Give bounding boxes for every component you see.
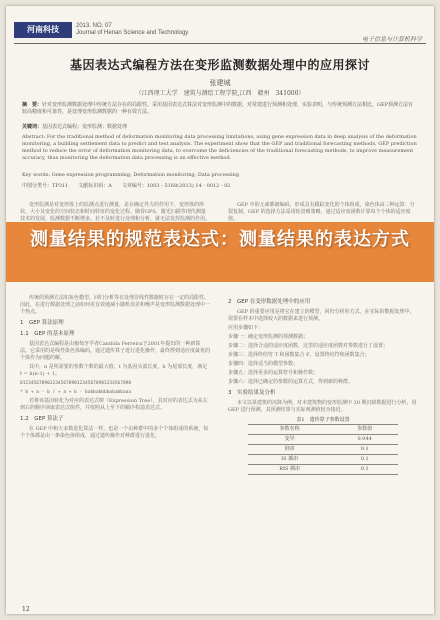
banner-text: 测量结果的规范表达式：测量结果的表达方式 <box>30 229 410 250</box>
paper-author: 张建城 <box>209 79 231 87</box>
table-header-cell: 参数值 <box>331 425 398 435</box>
paper-title: 基因表达式编程方法在变形监测数据处理中的应用探讨 <box>69 58 370 72</box>
keywords-cn-text: 基因表达式编程；变形监测；数据处理 <box>42 124 128 130</box>
body-paragraph-2: 其中，n 是所需要的参数个数的最大值，t 为基因头部长度，h 为尾部长度，满足 t = h(n-1) + 1。 <box>20 364 208 377</box>
section-3-heading: 3 实验结果及分析 <box>228 390 276 396</box>
parameter-table <box>248 417 398 475</box>
gene-sequence: * b + a - b / + a + b · babbabbbbababbaaa <box>20 390 132 395</box>
journal-name-en: Journal of Henan Science and Technology <box>76 30 189 36</box>
intro-paragraph-2: 传统的预测方法如灰色模型、回归分析等在处理非线性数据时存在一定的局限性。因此，在进行数据处理之前如何更有效地减小随机误差和噪声是变形监测数据处理中一个热点。 <box>20 295 211 315</box>
section-2-heading: 2 GEP 在变形数据处理中的应用 <box>228 299 311 305</box>
classification-line: 中图分类号：TP311 文献标识码：A 文章编号：1003 - 5168(2013) 14 - 0012 - 02 <box>22 183 231 189</box>
section-1-2-heading: 1.2 GEP 算法子 <box>20 416 64 422</box>
table-row <box>248 435 398 445</box>
table-cell: RIS 插串 <box>248 465 331 475</box>
table-cell: 0.1 <box>331 465 398 475</box>
body-paragraph-4: 在 GEP 中和大多数进化算法一样，也是一个由种群中的多个个体组成的系统，每个个体都是由一条染色体组成，通过遗传操作对种群进行进化。 <box>20 426 209 439</box>
paper-affiliation: （江西理工大学 建筑与测绘工程学院,江西 赣州 341000） <box>135 90 305 97</box>
section-1-heading: 1 GEP 算法原理 <box>20 320 64 326</box>
body-paragraph: 基因表达式编程是由葡萄牙学者Candida Ferreira于2001年提出的一种新算法。它采用的是线性染色体编码，通过遗传算子进行进化操作，最终得到适应度最优的个体作为问题的解。 <box>20 341 211 361</box>
step-3: 步骤三：选择终结符 T 和函数集合 F，设置终结符和函数集合； <box>228 352 370 358</box>
abstract-cn <box>22 102 418 116</box>
table-cell: 0.1 <box>331 455 398 465</box>
table-caption: 表1 遗传算子参数设置 <box>296 417 350 423</box>
step-6: 步骤六：选择已确定的参数的运算方式，得到新的种群。 <box>228 379 354 385</box>
keywords-cn-label: 关键词： <box>22 124 43 130</box>
abstract-en: Abstract: For the traditional method of deformation monitoring data processing limitations, using gene expression data in deep analysis of the deformation monitoring, a building settlement data to predict and test analysis. The experiment show that the GEP and traditional forecasting methods, GEP prediction method to reduce the error of deformation monitoring data, to overcome the deficiencies of the traditional forecasting methods, to improve measurement accuracy, thus monitoring the deformation data processing is an effective method. <box>22 134 417 161</box>
keywords-en: Key words: Gene expression programming; Deformation monitoring; Data processing <box>22 172 239 178</box>
intro-paragraph: 变形监测是对变形体上的监测点进行测量，是在确定外力的作用下，变形体的形状、大小及变化的空间状态和时间特征的变化过程。随着GPS、激光扫描等现代测量技术的发展，监测数据不断增多，若不及时进行处理和分析，就无法发挥监测的作用。 <box>20 202 211 222</box>
step-5: 步骤五：选择更多的运算符号和操作数； <box>228 370 319 376</box>
journal-logo: 河南科技 <box>14 22 72 38</box>
table-row <box>248 455 398 465</box>
right-body-paragraph-2: GEP 的重要应用是将它在建立的模型，回归分析的方式，在实际的数据处理中，需要在样本中选择较大的数据来进行预测。 <box>228 309 415 322</box>
right-body-paragraph: GEP 中的元素都被编码，形成具有跟踪变化的个体组成，染色体由三种运算：分裂复制，GEP 的选择方法采用轮盘赌策略，通过适应度函数计算每个个体的适应度值。 <box>228 202 415 222</box>
step-1: 步骤一：确定变形监测的预测数据； <box>228 334 309 340</box>
table-cell: 0.044 <box>331 435 398 445</box>
table-header-cell: 参数名称 <box>248 425 331 435</box>
header-rule <box>14 43 426 44</box>
table-cell: 0.1 <box>331 445 398 455</box>
issue-line: 2013. NO. 07 <box>76 23 112 29</box>
table-row <box>248 465 398 475</box>
step-4: 步骤四：选择适当的模型参数； <box>228 361 299 367</box>
right-body-paragraph-3: 本文以某建筑的沉降为例，对本建筑物的变形监测中 20 期沉降数据进行分析，用 GEP 进行预测，其预测结果与实际观测值较为接近。 <box>228 400 417 413</box>
section-1-1-heading: 1.1 GEP 的基本原理 <box>20 331 75 337</box>
issue-info <box>76 23 188 37</box>
steps-title: 应用步骤如下： <box>228 325 264 331</box>
page-number: 12 <box>22 606 30 613</box>
header-section-title: 电子信息与计算机科学 <box>361 36 422 43</box>
journal-page <box>6 6 434 614</box>
table-cell: IS 插串 <box>248 455 331 465</box>
step-2: 步骤二：选择合适的适应度函数，这里的适应度函数对参数进行了设置； <box>228 343 389 349</box>
table-header-row <box>248 425 398 435</box>
abstract-cn-text: 针对变形监测数据处理中传统方法存在的局限性，采用基因表达式算法对变形监测中的数据，对常建进行预测和处理，实验表明，与传统预测方法相比，GEP预测方法有较高精度和可靠性，是处理变形监测数据的一种有效方法。 <box>22 102 414 115</box>
keywords-cn <box>22 124 418 131</box>
table-cell: 倒串 <box>248 445 331 455</box>
table-row <box>248 445 398 455</box>
gene-sequence-index: 01234567890123456789012345678901234567890 <box>20 381 132 386</box>
abstract-cn-label: 摘 要： <box>22 102 43 108</box>
table-cell: 变异 <box>248 435 331 445</box>
body-paragraph-3: 若将该基因转化为对应的表达式树（Expression Tree），其对应的表达式为从左到右的顺序读取表达式组件，并按照从上至下的顺序构造表达式。 <box>20 398 208 411</box>
